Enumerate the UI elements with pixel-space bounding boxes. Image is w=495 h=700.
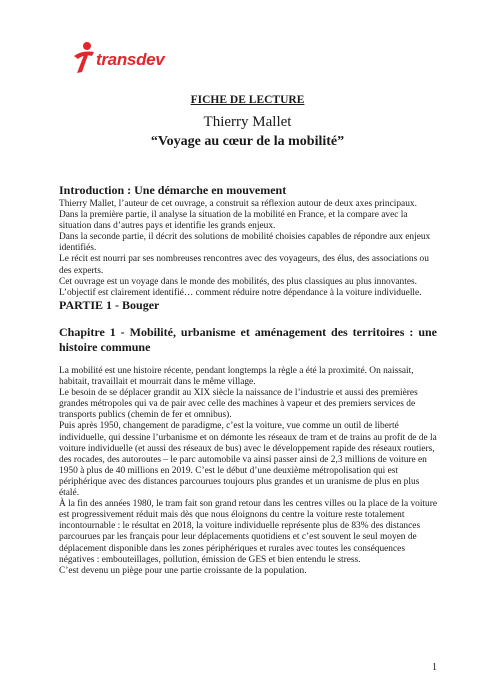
paragraph: À la fin des années 1980, le tram fait son grand retour dans les centres villes ou la place de la voiture est progressivement réduit mais dès que nous éloignons du centre la voiture reste totalement incontournable : le résultat en 2018, la voiture individuelle représente plus de 83% des distances parcourues par les français pour leur déplacements quotidiens et c’est souvent le seul moyen de déplacement disponible dans les zones périphériques et rurales avec toutes les conséquences négatives : embouteillages, pollution, émission de GES et bien entendu le stress. xyxy=(59,499,437,565)
transdev-logo xyxy=(70,40,180,74)
paragraph: Cet ouvrage est un voyage dans le monde des mobilités, des plus classiques au plus innovantes. xyxy=(59,276,418,287)
introduction-heading: Introduction : Une démarche en mouvement xyxy=(59,183,287,197)
paragraph: Le récit est nourri par ses nombreuses rencontres avec des voyageurs, des élus, des associations ou des experts. xyxy=(59,254,429,276)
paragraph: Thierry Mallet, l’auteur de cet ouvrage, a construit sa réflexion autour de deux axes principaux. xyxy=(59,199,417,209)
paragraph: C’est devenu un piège pour une partie croissante de la population. xyxy=(59,565,307,576)
author-name: Thierry Mallet xyxy=(203,114,292,130)
paragraph: L’objectif est clairement identifié… comment réduire notre dépendance à la voiture individuelle. xyxy=(59,287,422,298)
paragraph: La mobilité est une histoire récente, pendant longtemps la règle a été la proximité. On naissait, habitait, travaillait et mourrait dans le même village. xyxy=(59,366,414,388)
paragraph: Dans la seconde partie, il décrit des solutions de mobilité choisies capables de répondre aux enjeux identifiés. xyxy=(59,232,431,254)
introduction-body xyxy=(59,199,437,299)
chapter-body xyxy=(59,366,437,577)
chapter-heading: Chapitre 1 - Mobilité, urbanisme et aménagement des territoires : une histoire commune xyxy=(59,325,437,354)
paragraph: Dans la première partie, il analyse la situation de la mobilité en France, et la compare avec la situation dans d’autres pays et identifie les grands enjeux. xyxy=(59,210,408,232)
paragraph: Puis après 1950, changement de paradigme, c’est la voiture, vue comme un outil de liberté individuelle, qui dessine l’urbanisme et on démonte les réseaux de tram et de trains au profit de de la voiture individuelle (et aussi des réseaux de bus) avec le développement rapide des réseaux routiers, des rocades, des autoroutes – le parc automobile va ainsi passer ainsi de 2,3 millions de voiture en 1950 à plus de 40 millions en 2019. C’est le début d’une deuxième métropolisation qui est périphérique avec des distances parcourues toujours plus grandes et un uranisme de plus en plus étalé. xyxy=(59,421,437,499)
logo-wordmark: transdev xyxy=(96,50,165,69)
document-type: FICHE DE LECTURE xyxy=(190,94,305,106)
book-title: “Voyage au cœur de la mobilité” xyxy=(150,134,345,149)
page-number: 1 xyxy=(432,662,437,673)
paragraph: Le besoin de se déplacer grandit au XIX siècle la naissance de l’industrie et aussi des premières grandes métropoles qui va de pair avec celle des machines à vapeur et des premiers services de transports publics (chemin de fer et omnibus). xyxy=(59,388,418,421)
part-heading: PARTIE 1 - Bouger xyxy=(59,298,160,312)
